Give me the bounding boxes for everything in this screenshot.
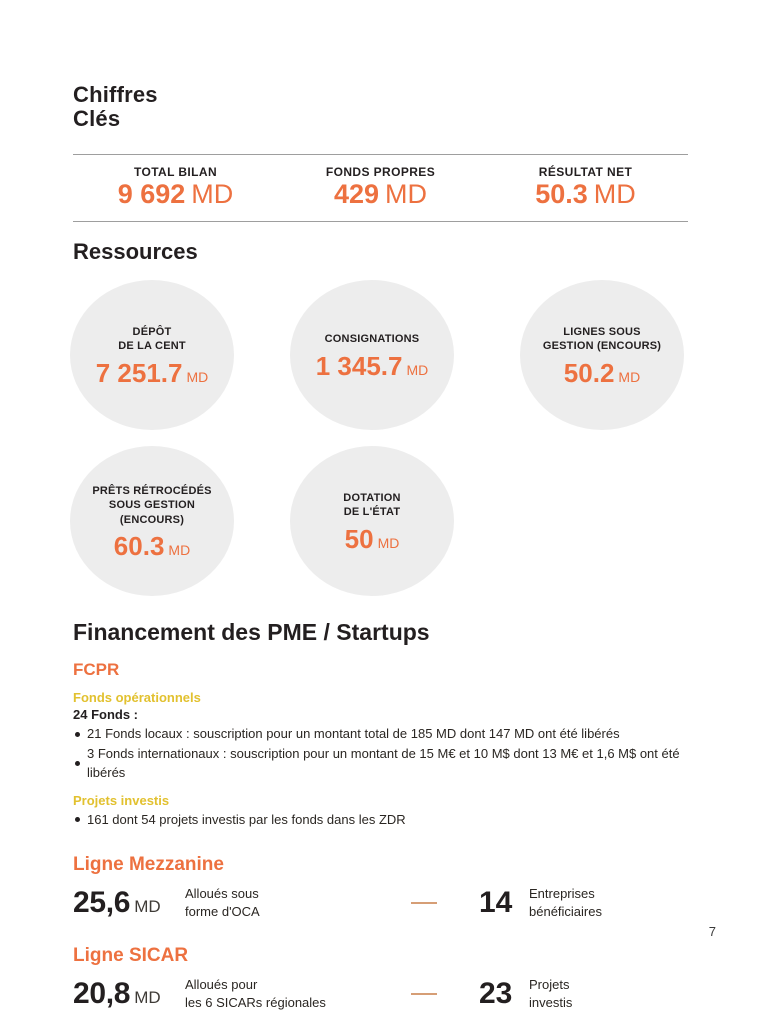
key-figure-unit: MD [593, 179, 636, 210]
circle-number: 1 345.7 [315, 350, 403, 381]
circle-prets-retrocedes [70, 446, 234, 596]
key-figure-number: 429 [333, 179, 380, 210]
projets-bullets [73, 810, 688, 830]
circle-label: PRÊTS RÉTROCÉDÉS SOUS GESTION (ENCOURS) [92, 484, 212, 526]
key-figure-total-bilan [73, 165, 278, 208]
circle-depot-cent [70, 280, 234, 430]
ligne-mezzanine-title: Ligne Mezzanine [73, 854, 224, 876]
circle-label: DOTATION DE L'ÉTAT [343, 492, 401, 519]
circle-lignes-sous-gestion [520, 280, 684, 430]
fonds-operationnels-title: Fonds opérationnels [73, 690, 201, 706]
circle-label: CONSIGNATIONS [324, 333, 420, 346]
circle-value [95, 357, 209, 388]
circle-label: LIGNES SOUS GESTION (ENCOURS) [542, 326, 662, 353]
bullet-dot [75, 817, 80, 822]
ligne-unit: MD [134, 896, 161, 916]
bullet-dot [75, 761, 80, 766]
key-figure-label: RÉSULTAT NET [538, 165, 633, 180]
ligne-count-label: Entreprises bénéficiaires [529, 886, 602, 919]
list-item-text: 161 dont 54 projets investis par les fonds dans les ZDR [87, 811, 406, 827]
fonds-intro: 24 Fonds : [73, 707, 139, 723]
circle-consignations [290, 280, 454, 430]
separator-dash [411, 902, 437, 904]
key-figure-value [483, 181, 688, 208]
ligne-count: 14 [479, 885, 513, 919]
ressources-title: Ressources [73, 239, 198, 265]
circle-number: 50.2 [563, 357, 615, 388]
key-figure-resultat-net [483, 165, 688, 208]
list-item [73, 744, 688, 783]
key-figure-label: FONDS PROPRES [325, 165, 436, 180]
list-item-text: 3 Fonds internationaux : souscription pour un montant de 15 M€ et 10 M$ dont 13 M€ et 1,6 M$ ont été libérés [87, 745, 680, 781]
circle-dotation-etat [290, 446, 454, 596]
ligne-number: 25,6 [73, 885, 131, 919]
key-figure-unit: MD [385, 179, 428, 210]
list-item [73, 724, 688, 744]
fonds-bullets [73, 724, 688, 783]
ligne-mezzanine-row [73, 885, 688, 920]
list-item [73, 810, 688, 830]
key-figure-fonds-propres [278, 165, 483, 208]
circle-unit: MD [377, 534, 400, 551]
key-figure-value [73, 181, 278, 208]
circle-number: 60.3 [113, 530, 165, 561]
ligne-value [73, 979, 185, 1009]
circle-value [113, 530, 191, 561]
circle-number: 50 [344, 523, 374, 554]
ligne-number: 20,8 [73, 977, 131, 1011]
ligne-value [73, 885, 185, 919]
ligne-sicar-title: Ligne SICAR [73, 945, 189, 967]
fcpr-title: FCPR [73, 660, 120, 680]
projets-investis-title: Projets investis [73, 792, 170, 808]
circle-value [563, 357, 641, 388]
key-figure-unit: MD [191, 179, 234, 210]
key-figures-bar [73, 154, 688, 222]
ligne-description: Alloués pour les 6 SICARs régionales [185, 977, 326, 1011]
circle-unit: MD [168, 541, 191, 558]
ligne-count-label: Projets investis [529, 977, 573, 1011]
circle-unit: MD [618, 368, 641, 385]
circle-value [344, 523, 400, 554]
ligne-sicar-row [73, 976, 688, 1011]
circle-unit: MD [186, 368, 209, 385]
ligne-unit: MD [134, 988, 161, 1008]
page-title-line1: Chiffres [73, 82, 158, 107]
key-figure-value [278, 181, 483, 208]
ressources-circles [70, 274, 688, 596]
separator-dash [411, 993, 437, 995]
circle-unit: MD [406, 361, 429, 378]
page-title [73, 83, 688, 131]
ligne-description: Alloués sous forme d'OCA [185, 886, 260, 919]
key-figure-number: 50.3 [535, 179, 588, 210]
circle-label: DÉPÔT DE LA CENT [118, 326, 186, 353]
list-item-text: 21 Fonds locaux : souscription pour un montant total de 185 MD dont 147 MD ont été libérés [87, 726, 620, 742]
key-figure-label: TOTAL BILAN [133, 165, 218, 180]
circle-value [315, 350, 429, 381]
page-number: 7 [708, 924, 716, 939]
page-title-line2: Clés [73, 106, 121, 132]
bullet-dot [75, 732, 80, 737]
circle-number: 7 251.7 [95, 357, 183, 388]
key-figure-number: 9 692 [117, 179, 186, 210]
ligne-count: 23 [479, 977, 513, 1011]
financement-title: Financement des PME / Startups [73, 619, 430, 646]
